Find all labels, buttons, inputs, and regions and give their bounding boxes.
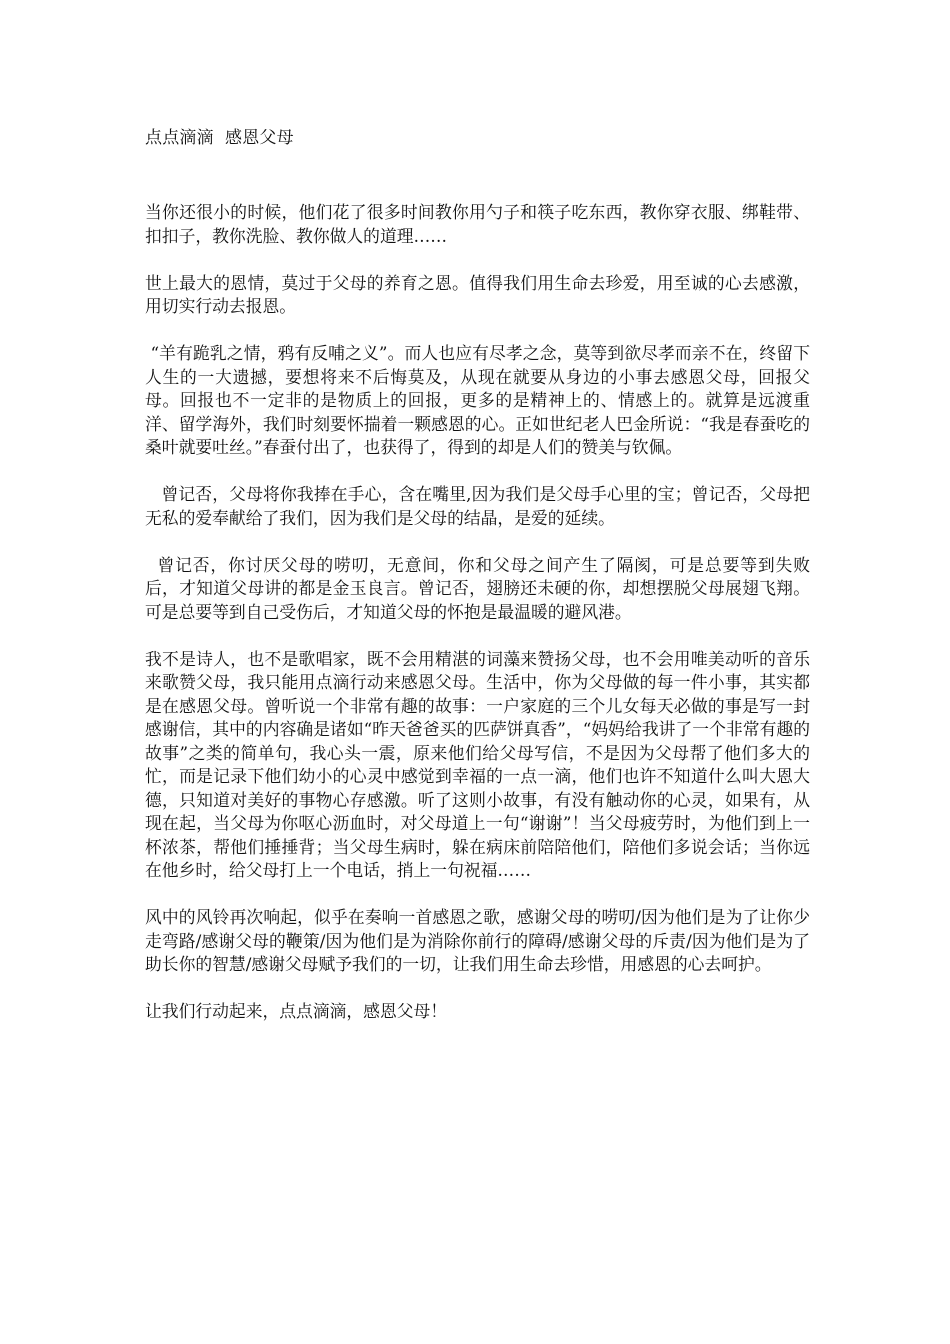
- paragraph-filial-piety: “羊有跪乳之情，鸦有反哺之义”。而人也应有尽孝之念，莫等到欲尽孝而亲不在，终留下人生的一大遗撼，要想将来不后悔莫及，从现在就要从身边的小事去感恩父母，回报父母。回报也不一定非的是物质上的回报，更多的是精神上的、情感上的。就算是远渡重洋、留学海外，我们时刻要怀揣着一颗感恩的心。正如世纪老人巴金所说：“我是春蚕吃的桑叶就要吐丝。”春蚕付出了，也获得了，得到的却是人们的赞美与钦佩。: [145, 343, 810, 457]
- paragraph-remember-love: 曾记否，父母将你我捧在手心，含在嘴里,因为我们是父母手心里的宝；曾记否，父母把无私的爱奉献给了我们，因为我们是父母的结晶，是爱的延续。: [145, 484, 810, 528]
- paragraph-remember-nagging: 曾记否，你讨厌父母的唠叨，无意间，你和父母之间产生了隔阂，可是总要等到失败后，才知道父母讲的都是金玉良言。曾记否，翅膀还未硬的你，却想摆脱父母展翅飞翔。可是总要等到自己受伤后，才知道父母的怀抱是最温暖的避风港。: [145, 554, 810, 622]
- document-title: 点点滴滴 感恩父母: [145, 128, 294, 148]
- paragraph-greatest-kindness: 世上最大的恩情，莫过于父母的养育之恩。值得我们用生命去珍爱，用至诚的心去感激，用切实行动去报恩。: [145, 272, 810, 316]
- paragraph-wind-chime: 风中的风铃再次响起，似乎在奏响一首感恩之歌，感谢父母的唠叨/因为他们是为了让你少走弯路/感谢父母的鞭策/因为他们是为消除你前行的障碍/感谢父母的斥责/因为他们是为了助长你的智慧/感谢父母赋予我们的一切，让我们用生命去珍惜，用感恩的心去呵护。: [145, 907, 810, 974]
- paragraph-childhood: 当你还很小的时候，他们花了很多时间教你用勺子和筷子吃东西，教你穿衣服、绑鞋带、扣扣子，教你洗脸、教你做人的道理……: [145, 202, 810, 246]
- paragraph-call-to-action: 让我们行动起来，点点滴滴，感恩父母！: [145, 1001, 448, 1021]
- paragraph-story: 我不是诗人，也不是歌唱家，既不会用精湛的词藻来赞扬父母，也不会用唯美动听的音乐来歌赞父母，我只能用点滴行动来感恩父母。生活中，你为父母做的每一件小事，其实都是在感恩父母。曾听说一个非常有趣的故事：一户家庭的三个儿女每天必做的事是写一封感谢信，其中的内容确是诸如“昨天爸爸买的匹萨饼真香”，“妈妈给我讲了一个非常有趣的故事”之类的简单句，我心头一震，原来他们给父母写信，不是因为父母帮了他们多大的忙，而是记录下他们幼小的心灵中感觉到幸福的一点一滴，他们也许不知道什么叫大恩大德，只知道对美好的事物心存感激。听了这则小故事，有没有触动你的心灵，如果有，从现在起，当父母为你呕心沥血时，对父母道上一句“谢谢”！当父母疲劳时，为他们到上一杯浓茶，帮他们捶捶背；当父母生病时，躲在病床前陪陪他们，陪他们多说会话；当你远在他乡时，给父母打上一个电话，捎上一句祝福……: [145, 648, 810, 880]
- document-body: [145, 126, 810, 1047]
